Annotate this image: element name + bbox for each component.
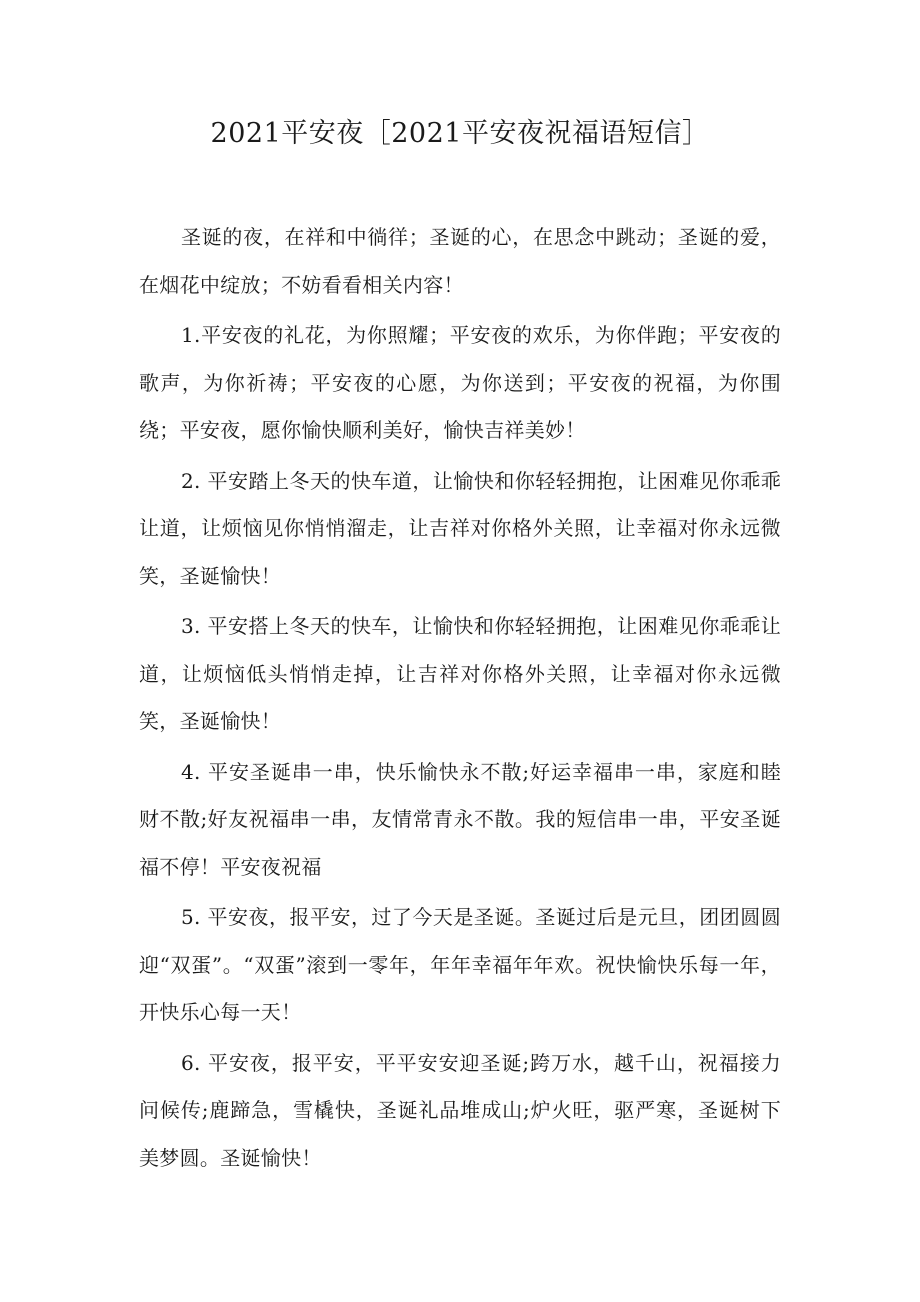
wish-paragraph-2: 2. 平安踏上冬天的快车道，让愉快和你轻轻拥抱，让困难见你乖乖让道，让烦恼见你悄悄溜走，让吉祥对你格外关照，让幸福对你永远微笑，圣诞愉快！ [139,468,781,588]
document-body [139,214,781,1185]
document-title: 2021平安夜［2021平安夜祝福语短信］ [210,118,710,149]
wish-paragraph-6: 6. 平安夜，报平安，平平安安迎圣诞;跨万水，越千山，祝福接力问候传;鹿蹄急，雪橇快，圣诞礼品堆成山;炉火旺，驱严寒，圣诞树下美梦圆。圣诞愉快！ [139,1050,781,1170]
wish-paragraph-3: 3. 平安搭上冬天的快车，让愉快和你轻轻拥抱，让困难见你乖乖让道，让烦恼低头悄悄走掉，让吉祥对你格外关照，让幸福对你永远微笑，圣诞愉快！ [139,614,781,733]
wish-paragraph-4: 4. 平安圣诞串一串，快乐愉快永不散;好运幸福串一串，家庭和睦财不散;好友祝福串一串，友情常青永不散。我的短信串一串，平安圣诞福不停！平安夜祝福 [139,759,781,879]
wish-paragraph-5: 5. 平安夜，报平安，过了今天是圣诞。圣诞过后是元旦，团团圆圆迎“双蛋”。“双蛋”滚到一零年，年年幸福年年欢。祝快愉快乐每一年，开快乐心每一天！ [139,905,781,1024]
intro-paragraph: 圣诞的夜，在祥和中徜徉；圣诞的心，在思念中跳动；圣诞的爱，在烟花中绽放；不妨看看相关内容！ [139,225,781,297]
wish-paragraph-1: 1.平安夜的礼花，为你照耀；平安夜的欢乐，为你伴跑；平安夜的歌声，为你祈祷；平安夜的心愿，为你送到；平安夜的祝福，为你围绕；平安夜，愿你愉快顺利美好，愉快吉祥美妙！ [139,323,781,442]
